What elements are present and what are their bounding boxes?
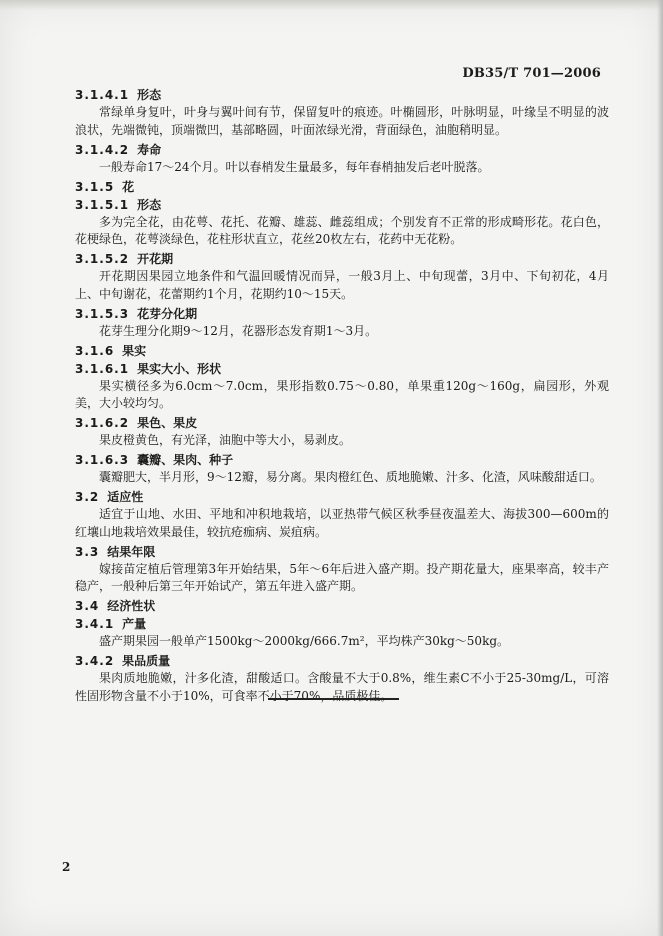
paragraph: 花芽生理分化期9～12月，花器形态发育期1～3月。	[99, 323, 378, 338]
section-heading	[75, 86, 609, 104]
section-number: 3.1.6.2	[75, 416, 130, 430]
section-title: 囊瓣、果肉、种子	[137, 453, 234, 467]
section-number: 3.1.4.2	[75, 142, 130, 157]
section-number: 3.1.5.2	[75, 252, 130, 266]
scan-shadow-right	[657, 0, 663, 936]
section-title: 花芽分化期	[137, 306, 198, 321]
section-title: 结果年限	[107, 544, 156, 559]
section-title: 形态	[137, 88, 162, 102]
section-heading	[75, 360, 609, 378]
section-heading	[75, 250, 609, 268]
section-heading	[75, 141, 609, 159]
section-number: 3.1.5	[75, 179, 115, 194]
section-heading	[75, 488, 609, 506]
standard-code: DB35/T 701—2006	[462, 66, 601, 81]
page-number: 2	[62, 860, 71, 874]
paragraph: 盛产期果园一般单产1500kg～2000kg/666.7m²，平均株产30kg～50kg。	[99, 634, 510, 648]
section-heading	[75, 305, 609, 323]
section-title: 寿命	[137, 142, 162, 157]
section-title: 果实	[122, 343, 147, 358]
paragraph: 果肉质地脆嫩，汁多化渣，甜酸适口。含酸量不大于0.8%，维生素C不小于25-30mg/L，可溶性固形物含量不小于10%，可食率不小于70%，品质极佳。	[75, 671, 609, 703]
section-title: 产量	[122, 617, 147, 631]
section-number: 3.1.6	[75, 343, 115, 358]
end-rule	[268, 698, 399, 700]
paragraph: 开花期因果园立地条件和气温回暖情况而异，一般3月上、中旬现蕾，3月中、下旬初花，4月上、中旬谢花，花蕾期约1个月，花期约10～15天。	[75, 269, 609, 301]
section-heading	[75, 451, 609, 469]
section-title: 花	[122, 179, 135, 194]
section-title: 形态	[137, 197, 162, 212]
section-heading	[75, 414, 609, 432]
paragraph: 一般寿命17～24个月。叶以春梢发生量最多，每年春梢抽发后老叶脱落。	[99, 159, 490, 174]
paragraph: 囊瓣肥大，半月形，9～12瓣，易分离。果肉橙红色、质地脆嫩、汁多、化渣，风味酸甜适口。	[99, 470, 602, 484]
section-heading	[75, 597, 609, 615]
paragraph: 嫁接苗定植后管理第3年开始结果，5年～6年后进入盛产期。投产期花量大，座果率高，较丰产稳产，一般种后第三年开始试产，第五年进入盛产期。	[75, 561, 609, 593]
scan-shadow-top	[0, 0, 663, 10]
section-number: 3.1.4.1	[75, 88, 130, 102]
section-number: 3.4.1	[75, 617, 115, 631]
section-number: 3.4	[75, 599, 100, 613]
section-title: 果品质量	[122, 654, 171, 668]
paragraph: 多为完全花，由花萼、花托、花瓣、雄蕊、雌蕊组成；个别发育不正常的形成畸形花。花白色，花梗绿色，花萼淡绿色，花柱形状直立，花丝20枚左右，花药中无花粉。	[75, 214, 609, 246]
section-number: 3.1.6.3	[75, 453, 130, 467]
document-body	[75, 86, 609, 707]
section-title: 开花期	[137, 252, 174, 266]
section-title: 果实大小、形状	[137, 361, 222, 376]
section-title: 经济性状	[107, 599, 156, 613]
section-number: 3.1.5.1	[75, 197, 130, 212]
paragraph: 常绿单身复叶，叶身与翼叶间有节，保留复叶的痕迹。叶椭圆形，叶脉明显，叶缘呈不明显的波浪状，先端微钝，顶端微凹，基部略圆，叶面浓绿光滑，背面绿色，油胞稍明显。	[75, 105, 609, 137]
paragraph: 适宜于山地、水田、平地和冲积地栽培，以亚热带气候区秋季昼夜温差大、海拔300—600m的红壤山地栽培效果最佳，较抗疮痂病、炭疽病。	[75, 507, 609, 539]
section-heading	[75, 615, 609, 633]
section-heading	[75, 178, 609, 196]
section-heading	[75, 342, 609, 360]
section-heading	[75, 652, 609, 670]
section-number: 3.4.2	[75, 654, 115, 668]
section-number: 3.3	[75, 544, 100, 559]
section-heading	[75, 196, 609, 214]
section-number: 3.1.5.3	[75, 306, 130, 321]
section-heading	[75, 543, 609, 561]
paragraph: 果皮橙黄色，有光泽，油胞中等大小，易剥皮。	[99, 433, 352, 447]
section-number: 3.1.6.1	[75, 361, 130, 376]
section-title: 果色、果皮	[137, 416, 198, 430]
section-title: 适应性	[107, 490, 144, 504]
section-number: 3.2	[75, 490, 100, 504]
paragraph: 果实横径多为6.0cm～7.0cm，果形指数0.75～0.80，单果重120g～160g，扁园形，外观美，大小较均匀。	[75, 378, 609, 410]
